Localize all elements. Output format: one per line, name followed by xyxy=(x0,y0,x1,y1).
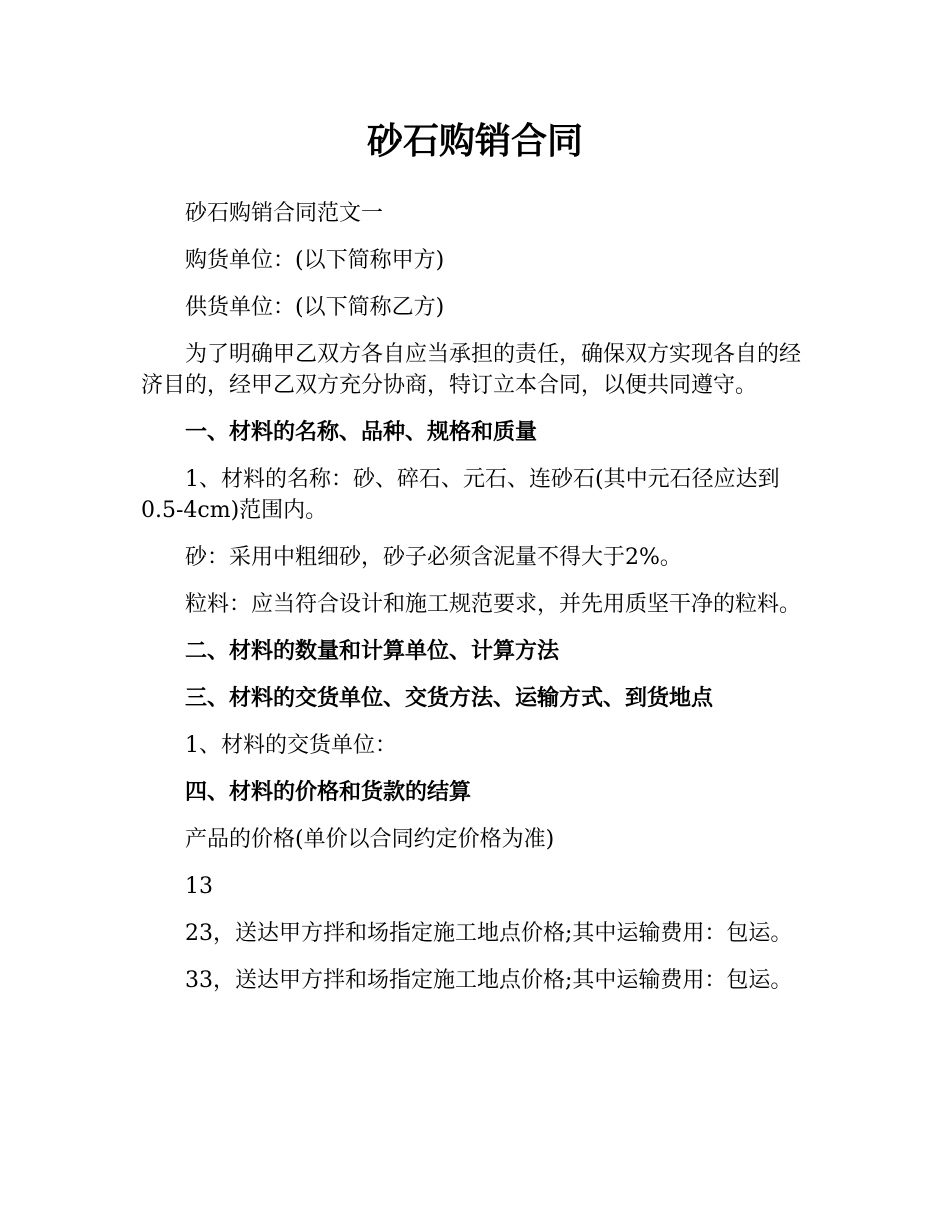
section-heading: 一、材料的名称、品种、规格和质量 xyxy=(185,420,538,445)
paragraph: 为了明确甲乙双方各自应当承担的责任，确保双方实现各自的经济目的，经甲乙双方充分协商，特订立本合同，以便共同遵守。 xyxy=(141,342,802,398)
paragraph: 砂石购销合同范文一 xyxy=(185,201,384,226)
paragraph: 13 xyxy=(185,874,213,899)
document-title: 砂石购销合同 xyxy=(366,121,583,162)
paragraph: 1、材料的交货单位： xyxy=(185,733,397,758)
section-heading: 二、材料的数量和计算单位、计算方法 xyxy=(185,639,560,664)
paragraph: 1、材料的名称：砂、碎石、元石、连砂石(其中元石径应达到0.5-4cm)范围内。 xyxy=(141,467,780,523)
paragraph: 供货单位：(以下简称乙方) xyxy=(185,295,445,320)
paragraph: 产品的价格(单价以合同约定价格为准) xyxy=(185,827,555,852)
document-body xyxy=(141,198,811,1012)
paragraph: 33，送达甲方拌和场指定施工地点价格;其中运输费用：包运。 xyxy=(185,968,793,993)
paragraph: 粒料：应当符合设计和施工规范要求，并先用质坚干净的粒料。 xyxy=(185,592,802,617)
paragraph: 23，送达甲方拌和场指定施工地点价格;其中运输费用：包运。 xyxy=(185,921,793,946)
section-heading: 四、材料的价格和货款的结算 xyxy=(185,780,472,805)
paragraph: 购货单位：(以下简称甲方) xyxy=(185,248,445,273)
section-heading: 三、材料的交货单位、交货方法、运输方式、到货地点 xyxy=(185,686,714,711)
paragraph: 砂：采用中粗细砂，砂子必须含泥量不得大于2%。 xyxy=(185,545,682,570)
